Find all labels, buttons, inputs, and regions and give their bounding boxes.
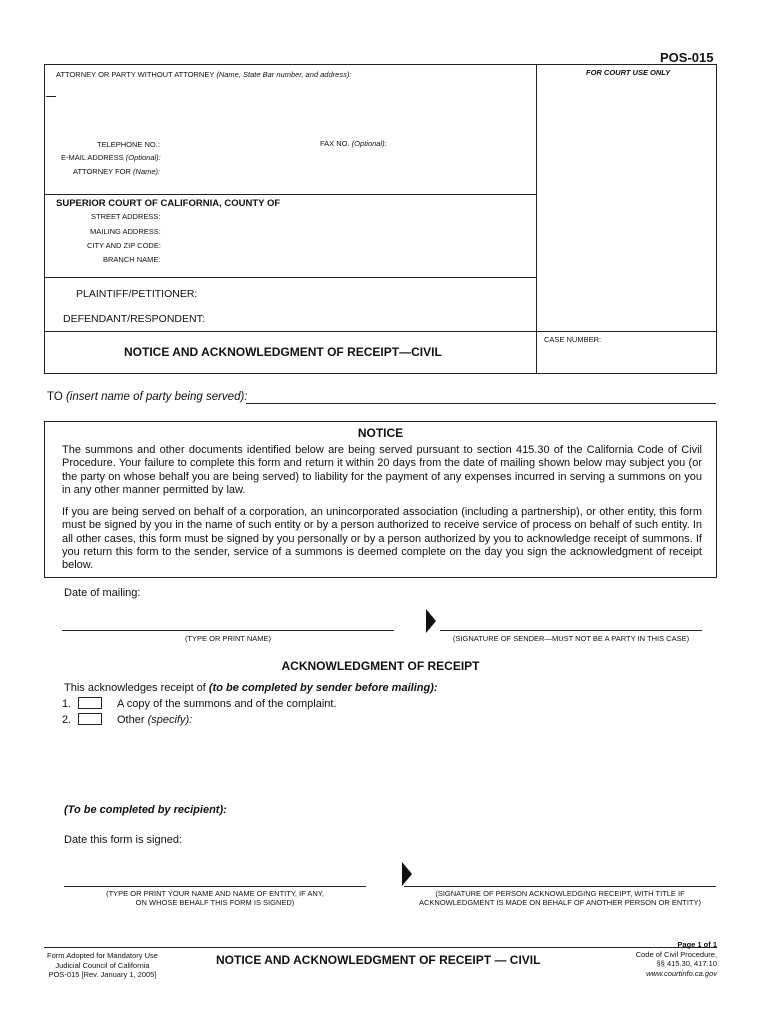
- item-1-checkbox[interactable]: [78, 697, 102, 709]
- email-label: E-MAIL ADDRESS (Optional):: [61, 153, 161, 162]
- footer-code: Page 1 of 1 Code of Civil Procedure, §§ 415.30, 417.10 www.courtinfo.ca.gov: [560, 940, 717, 978]
- date-of-mailing-label: Date of mailing:: [64, 587, 141, 599]
- footer-title: NOTICE AND ACKNOWLEDGMENT OF RECEIPT — CIVIL: [216, 953, 541, 967]
- recipient-signature-arrow-icon: [402, 862, 412, 886]
- form-id: POS-015: [660, 50, 714, 65]
- telephone-label: TELEPHONE NO.:: [97, 140, 160, 149]
- court-use-label: FOR COURT USE ONLY: [586, 68, 671, 77]
- fax-label: FAX NO. (Optional):: [320, 139, 387, 148]
- item-1-label: A copy of the summons and of the complaint.: [117, 698, 337, 710]
- sender-signature-caption: (SIGNATURE OF SENDER—MUST NOT BE A PARTY IN THIS CASE): [452, 634, 690, 643]
- form-title: NOTICE AND ACKNOWLEDGMENT OF RECEIPT—CIVIL: [124, 345, 442, 359]
- plaintiff-label: PLAINTIFF/PETITIONER:: [76, 288, 198, 300]
- item-2-number: 2.: [62, 714, 72, 726]
- branch-label: BRANCH NAME:: [103, 255, 161, 264]
- item-1-number: 1.: [62, 698, 72, 710]
- courtinfo-link[interactable]: www.courtinfo.ca.gov: [646, 968, 717, 978]
- recipient-heading: (To be completed by recipient):: [64, 804, 227, 816]
- signature-arrow-icon: [426, 609, 436, 633]
- recipient-name-input[interactable]: [64, 886, 366, 887]
- party-served-input[interactable]: [246, 403, 716, 404]
- recipient-signature-input[interactable]: [404, 886, 716, 887]
- footer-adopted: Form Adopted for Mandatory Use Judicial Council of California POS-015 [Rev. January 1, 2005]: [47, 951, 158, 979]
- city-label: CITY AND ZIP CODE:: [87, 241, 161, 250]
- attorney-for-label: ATTORNEY FOR (Name):: [73, 167, 161, 176]
- notice-para-1: The summons and other documents identified below are being served pursuant to section 415.30 of the California Code of Civil Procedure. Your failure to complete this form and return it within 20 days from the date of mailing shown below may subject you (or the party on whose behalf you are being served) to liability for the payment of any expenses incurred in serving a summons on you in any other manner permitted by law.: [62, 444, 702, 496]
- to-label: TO (insert name of party being served):: [47, 391, 248, 403]
- recipient-signature-caption: (SIGNATURE OF PERSON ACKNOWLEDGING RECEIPT, WITH TITLE IF ACKNOWLEDGMENT IS MADE ON BEHALF OF ANOTHER PERSON OR ENTITY): [419, 889, 701, 907]
- recipient-name-caption: (TYPE OR PRINT YOUR NAME AND NAME OF ENTITY, IF ANY, ON WHOSE BEHALF THIS FORM IS SIGNED): [106, 889, 324, 907]
- date-signed-label: Date this form is signed:: [64, 834, 182, 846]
- case-number-label: CASE NUMBER:: [544, 335, 602, 344]
- sender-name-input[interactable]: [62, 630, 394, 631]
- attorney-input[interactable]: [46, 96, 56, 97]
- item-2-checkbox[interactable]: [78, 713, 102, 725]
- court-title: SUPERIOR COURT OF CALIFORNIA, COUNTY OF: [56, 198, 281, 209]
- type-name-caption: (TYPE OR PRINT NAME): [184, 634, 272, 643]
- attorney-label: ATTORNEY OR PARTY WITHOUT ATTORNEY (Name, State Bar number, and address):: [56, 70, 352, 79]
- item-2-label: Other (specify):: [117, 714, 193, 726]
- street-label: STREET ADDRESS:: [91, 212, 161, 221]
- mailing-label: MAILING ADDRESS:: [90, 227, 161, 236]
- ack-intro: This acknowledges receipt of (to be completed by sender before mailing):: [64, 682, 438, 694]
- notice-title: NOTICE: [357, 426, 404, 440]
- defendant-label: DEFENDANT/RESPONDENT:: [63, 313, 205, 325]
- notice-para-2: If you are being served on behalf of a corporation, an unincorporated association (including a partnership), or other entity, this form must be signed by you in the name of such entity or by a person authorized to receive service of process on behalf of such entity. In all other cases, this form must be signed by you personally or by a person authorized by you to acknowledge receipt of summons. If you return this form to the sender, service of a summons is deemed complete on the day you sign the acknowledgment of receipt below.: [62, 506, 702, 572]
- ack-title: ACKNOWLEDGMENT OF RECEIPT: [281, 659, 480, 673]
- sender-signature-input[interactable]: [440, 630, 702, 631]
